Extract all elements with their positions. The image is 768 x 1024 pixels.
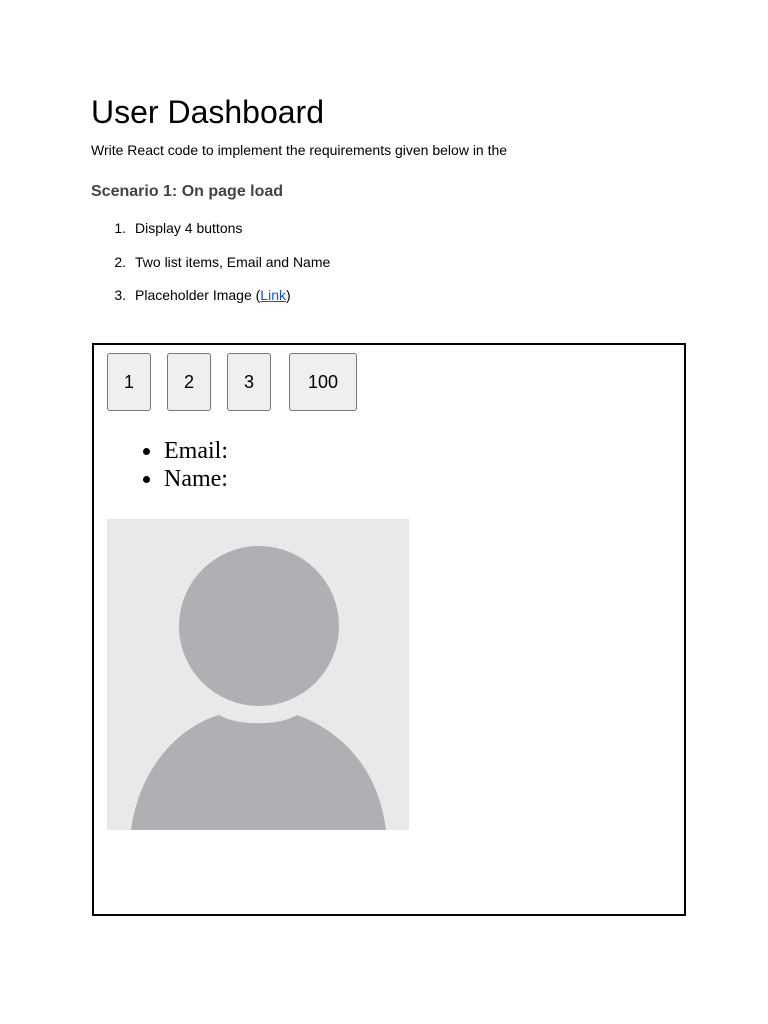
user-info-list bbox=[128, 437, 228, 493]
intro-text: Write React code to implement the requirements given below in the bbox=[91, 142, 508, 158]
button-2[interactable]: 2 bbox=[167, 353, 211, 411]
scenario-heading: Scenario 1: On page load bbox=[91, 183, 284, 200]
email-list-item bbox=[128, 437, 228, 465]
requirement-text-after: ) bbox=[285, 287, 291, 303]
requirement-text-before: Placeholder Image ( bbox=[135, 287, 261, 303]
requirement-text: Two list items, Email and Name bbox=[135, 253, 331, 270]
bullet bbox=[143, 448, 150, 455]
requirement-number: 3. bbox=[114, 287, 126, 303]
placeholder-image bbox=[107, 519, 409, 830]
requirement-number: 1. bbox=[114, 220, 126, 236]
requirement-number: 2. bbox=[114, 253, 126, 270]
email-label: Email: bbox=[164, 438, 228, 464]
requirement-text: Display 4 buttons bbox=[135, 220, 243, 236]
page-title: User Dashboard bbox=[91, 94, 324, 130]
requirement-text bbox=[135, 285, 291, 319]
name-list-item bbox=[128, 465, 228, 493]
requirement-item bbox=[91, 252, 330, 286]
name-label: Name: bbox=[164, 466, 228, 492]
bullet bbox=[143, 476, 150, 483]
requirements-list bbox=[91, 218, 330, 319]
example-output-frame bbox=[92, 343, 686, 916]
button-3[interactable]: 3 bbox=[227, 353, 271, 411]
button-1[interactable]: 1 bbox=[107, 353, 151, 411]
button-row bbox=[107, 353, 357, 411]
user-placeholder-icon bbox=[107, 519, 409, 830]
button-100[interactable]: 100 bbox=[289, 353, 357, 411]
requirement-item bbox=[91, 285, 330, 319]
placeholder-image-link[interactable]: Link bbox=[260, 287, 286, 303]
requirement-item bbox=[91, 218, 330, 252]
